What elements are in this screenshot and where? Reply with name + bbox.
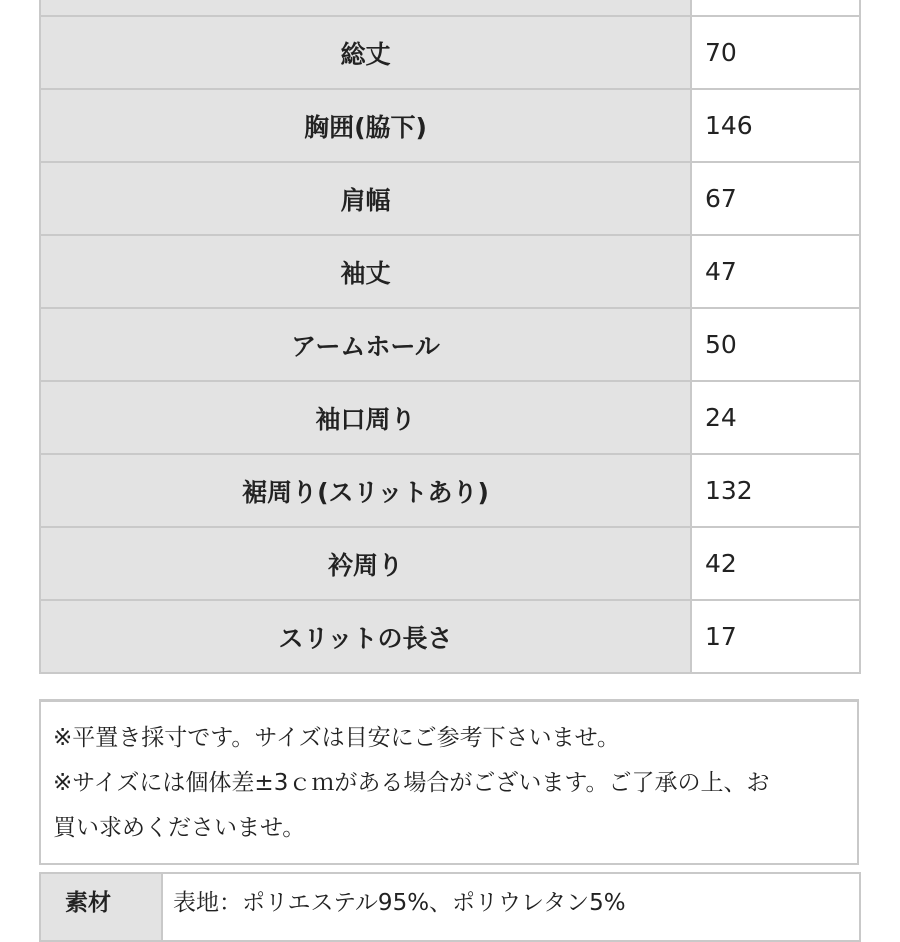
row-label: スリットの長さ: [40, 600, 691, 673]
row-value: 50: [691, 308, 860, 381]
row-label: 総丈: [40, 16, 691, 89]
table-row: [40, 381, 860, 454]
row-value: 132: [691, 454, 860, 527]
row-label: 衿周り: [40, 527, 691, 600]
row-label: 肩幅: [40, 162, 691, 235]
row-label: 袖口周り: [40, 381, 691, 454]
material-value: 表地：ポリエステル95%、ポリウレタン5%: [162, 873, 860, 941]
table-row: [40, 16, 860, 89]
measurement-notes: [39, 699, 859, 865]
row-label: アームホール: [40, 308, 691, 381]
table-row: [40, 527, 860, 600]
row-value: 146: [691, 89, 860, 162]
material-table: [39, 872, 861, 942]
table-row: [40, 89, 860, 162]
row-value: [691, 0, 860, 16]
row-value: 42: [691, 527, 860, 600]
table-row: [40, 454, 860, 527]
note-line: ※サイズには個体差±3ｃｍがある場合がございます。ご了承の上、お: [53, 770, 770, 796]
row-label: 胸囲(脇下): [40, 89, 691, 162]
note-line: ※平置き採寸です。サイズは目安にご参考下さいませ。: [53, 725, 620, 751]
table-row: [40, 0, 860, 16]
row-value: 70: [691, 16, 860, 89]
row-value: 17: [691, 600, 860, 673]
note-line: 買い求めくださいませ。: [53, 815, 306, 841]
table-row: [40, 308, 860, 381]
table-row: [40, 600, 860, 673]
row-label: [40, 0, 691, 16]
material-label: 素材: [40, 873, 162, 941]
size-table: [39, 0, 861, 674]
table-row: [40, 235, 860, 308]
row-label: 裾周り(スリットあり): [40, 454, 691, 527]
row-value: 47: [691, 235, 860, 308]
row-value: 24: [691, 381, 860, 454]
table-row: [40, 873, 860, 941]
row-label: 袖丈: [40, 235, 691, 308]
table-row: [40, 162, 860, 235]
row-value: 67: [691, 162, 860, 235]
